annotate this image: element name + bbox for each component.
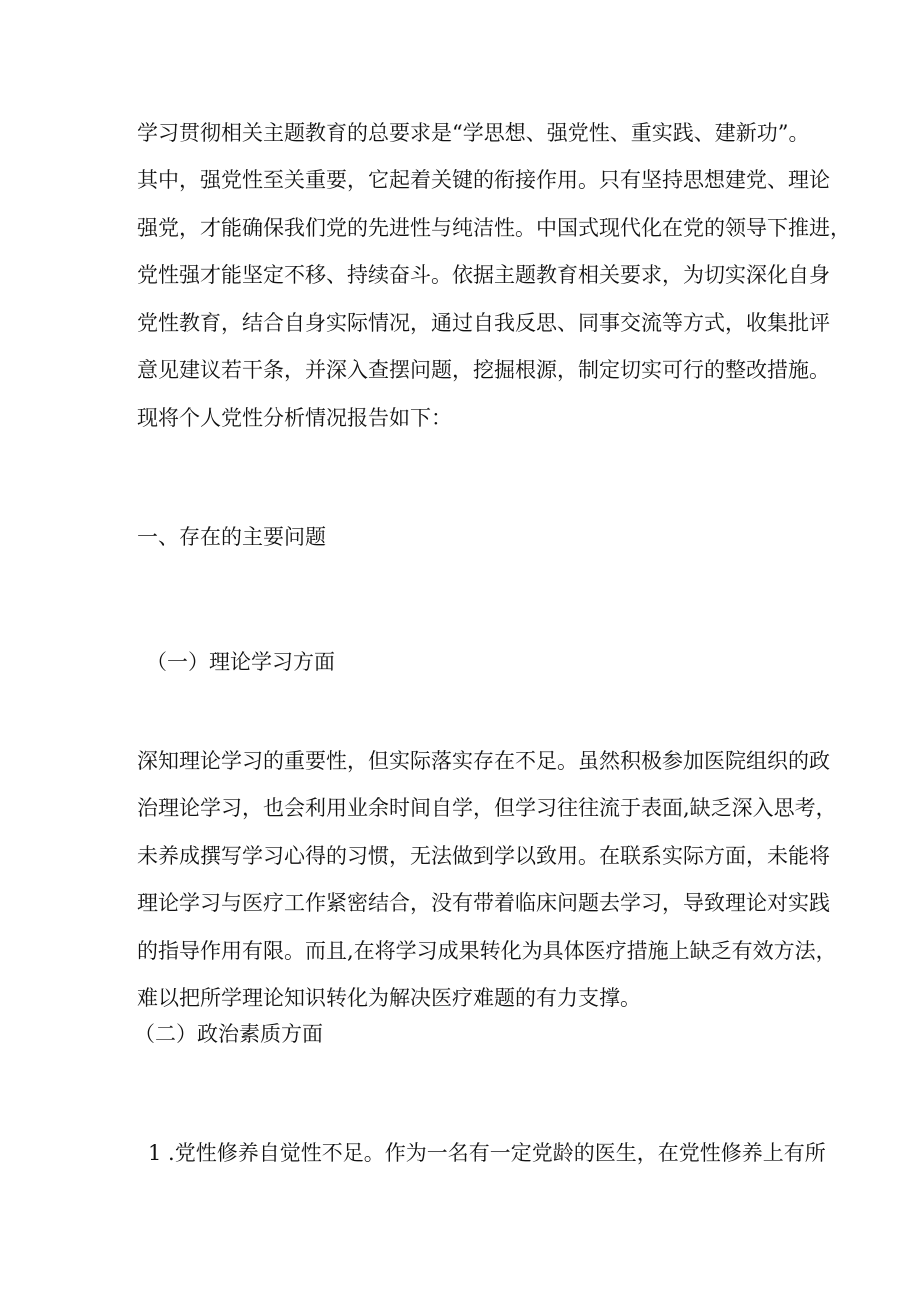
political-item-1: 1 .党性修养自觉性不足。作为一名有一定党龄的医生，在党性修养上有所 <box>148 1141 826 1165</box>
theory-line-6: 难以把所学理论知识转化为解决医疗难题的有力支撑。 <box>137 986 641 1010</box>
theory-line-4: 理论学习与医疗工作紧密结合，没有带着临床问题去学习，导致理论对实践 <box>137 891 830 915</box>
intro-line-7: 现将个人党性分析情况报告如下： <box>137 406 452 430</box>
subsection-heading-political-quality: （二）政治素质方面 <box>134 1022 323 1046</box>
intro-line-1: 学习贯彻相关主题教育的总要求是“学思想、强党性、重实践、建新功”。 <box>137 121 810 145</box>
intro-line-6: 意见建议若干条，并深入查摆问题，挖掘根源，制定切实可行的整改措施。 <box>137 358 830 382</box>
intro-line-4: 党性强才能坚定不移、持续奋斗。依据主题教育相关要求，为切实深化自身 <box>137 263 830 287</box>
subsection-heading-theory-study: （一）理论学习方面 <box>146 650 335 674</box>
intro-line-5: 党性教育，结合自身实际情况，通过自我反思、同事交流等方式，收集批评 <box>137 311 830 335</box>
theory-line-1: 深知理论学习的重要性，但实际落实存在不足。虽然积极参加医院组织的政 <box>137 749 830 773</box>
theory-line-3: 未养成撰写学习心得的习惯，无法做到学以致用。在联系实际方面，未能将 <box>137 844 830 868</box>
intro-line-3: 强党，才能确保我们党的先进性与纯洁性。中国式现代化在党的领导下推进， <box>137 216 851 240</box>
section-heading-main-problems: 一、存在的主要问题 <box>137 525 326 549</box>
intro-line-2: 其中，强党性至关重要，它起着关键的衔接作用。只有坚持思想建党、理论 <box>137 168 830 192</box>
theory-line-5: 的指导作用有限。而且,在将学习成果转化为具体医疗措施上缺乏有效方法， <box>137 939 837 963</box>
theory-line-2: 治理论学习，也会利用业余时间自学，但学习往往流于表面,缺乏深入思考， <box>137 796 837 820</box>
